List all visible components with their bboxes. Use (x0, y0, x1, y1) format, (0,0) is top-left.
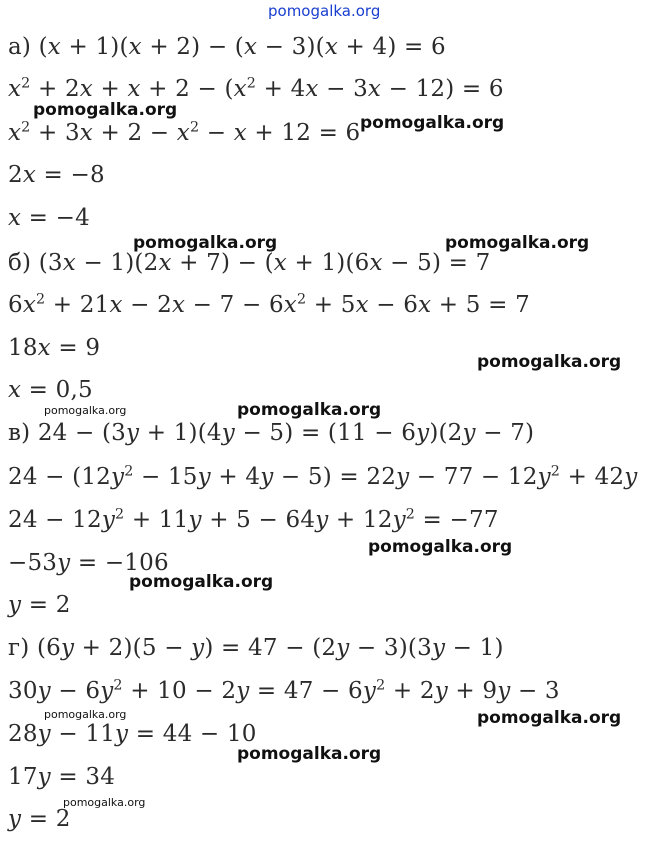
watermark: pomogalka.org (33, 100, 178, 120)
watermark: pomogalka.org (133, 233, 278, 253)
equation-a-line-1: а) (x + 1)(x + 2) − (x − 3)(x + 4) = 6 (8, 34, 446, 60)
part-b-label: б) (8, 250, 32, 276)
equation-b-answer: x = 0,5 (8, 377, 93, 403)
watermark: pomogalka.org (360, 113, 505, 133)
watermark: pomogalka.org (237, 744, 382, 764)
answer-g-value: 2 (55, 806, 71, 832)
equation-g-answer: y = 2 (8, 806, 71, 832)
equation-g-line-3: 28y − 11y = 44 − 10 (8, 721, 257, 747)
equation-b-line-3: 18x = 9 (8, 335, 101, 361)
answer-b-value: 0,5 (55, 377, 93, 403)
equation-b-line-1: б) (3x − 1)(2x + 7) − (x + 1)(6x − 5) = 7 (8, 250, 491, 276)
watermark: pomogalka.org (477, 352, 622, 372)
equation-a-line-4: 2x = −8 (8, 162, 105, 188)
part-v-label: в) (8, 420, 31, 446)
equation-g-line-2: $30y - 6y^2 + 10 - 2y = 47 - 6y^2 + 2y + 9y - 3$ (8, 677, 560, 704)
answer-v-value: 2 (55, 592, 71, 618)
equation-v-line-3: $24 - 12y^2 + 11y + 5 - 64y + 12y^2 = -77$ (8, 506, 499, 533)
site-watermark-top[interactable]: pomogalka.org (268, 2, 381, 20)
answer-a-value: −4 (55, 205, 90, 231)
equation-v-line-2: $24 - (12y^2 - 15y + 4y - 5) = 22y - 77 - 12y^2 + 42y$ (8, 463, 638, 490)
watermark: pomogalka.org (477, 708, 622, 728)
equation-a-line-3: $x^2 + 3x + 2 - x^2 - x + 12 = 6$ (8, 119, 361, 146)
equation-v-answer: y = 2 (8, 592, 71, 618)
watermark: pomogalka.org (368, 537, 513, 557)
equation-g-line-1: г) (6y + 2)(5 − y) = 47 − (2y − 3)(3y − 1) (8, 635, 504, 661)
equation-v-line-1: в) 24 − (3y + 1)(4y − 5) = (11 − 6y)(2y − 7) (8, 420, 535, 446)
watermark: pomogalka.org (129, 572, 274, 592)
equation-v-line-4: −53y = −106 (8, 550, 169, 576)
equation-a-line-2: $x^2 + 2x + x + 2 - (x^2 + 4x - 3x - 12) = 6$ (8, 75, 504, 102)
watermark: pomogalka.org (445, 233, 590, 253)
equation-a-answer: x = −4 (8, 205, 90, 231)
equation-g-line-4: 17y = 34 (8, 764, 116, 790)
watermark: pomogalka.org (44, 708, 127, 721)
equation-b-line-2: $6x^2 + 21x - 2x - 7 - 6x^2 + 5x - 6x + 5 = 7$ (8, 291, 530, 318)
watermark: pomogalka.org (44, 404, 127, 417)
part-g-label: г) (8, 635, 30, 661)
watermark: pomogalka.org (63, 796, 146, 809)
part-a-label: а) (8, 34, 32, 60)
watermark: pomogalka.org (237, 400, 382, 420)
